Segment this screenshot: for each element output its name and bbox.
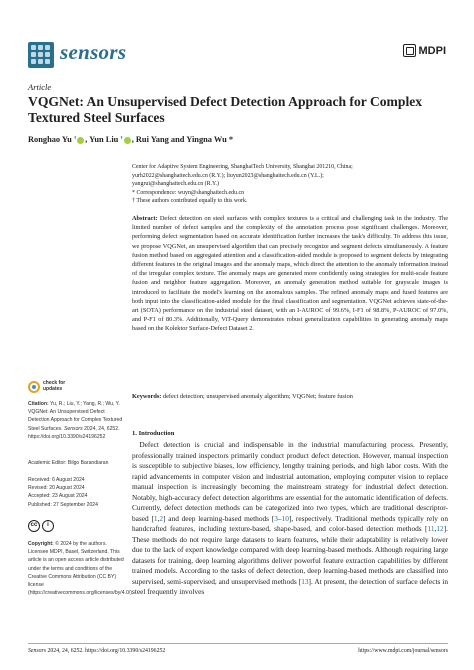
intro-text: ]. These methods do not require large datasets to learn features, while their adaptability is relatively lower due to the lack of expert knowledge compared with deep learning-based methods. Although requiring large datasets for training, deep learning algorithms deliver powerful feature extraction capabilities by different trained models. According to the tasks of defect detection, deep learning-based methods are classified into supervised, semi-supervised, and unsupervised methods [ xyxy=(132,524,448,586)
author-name: Rui Yang and Yingna Wu xyxy=(135,135,227,144)
mdpi-icon xyxy=(403,44,416,57)
publisher-name: MDPI xyxy=(418,44,446,57)
intro-text: , xyxy=(434,524,437,533)
author-list: Ronghao Yu † , Yun Liu † , Rui Yang and Yingna Wu * xyxy=(28,135,234,144)
cc-icon: cc xyxy=(28,520,40,532)
reference-link[interactable]: 13 xyxy=(301,576,309,586)
footer-citation xyxy=(28,648,165,654)
intro-text: ] and deep learning-based methods [ xyxy=(163,513,275,523)
abstract-text: Defect detection on steel surfaces with complex textures is a critical and challenging task in the industry. The limited number of defect samples and the complexity of the annotation process pose significant challenges. Moreover, performing defect segmentation based on accurate identification further increases the task's difficulty. To address this issue, we propose VQGNet, an unsupervised algorithm that can precisely recognize and segment defects simultaneously. A feature fusion method based on aggregated attention and a classification-aided module is proposed to segment defects by integrating different features in the original images and the anomaly maps, which direct the attention to the anomaly information instead of the irregular complex texture. The anomaly maps are generated more confidently using strategies for multi-scale feature fusion and neighbor feature aggregation. Moreover, an anomaly generation method suitable for grayscale images is introduced to facilitate the model's learning on the anomalous samples. The refined anomaly maps and fused features are both input into the classification-aided module for the final classification and segmentation. VQGNet achieves state-of-the-art (SOTA) performance on the industrial steel dataset, with an I-AUROC of 99.6%, I-F1 of 98.8%, P-AUROC of 97.0%, and P-F1 of 80.3%. Additionally, ViT-Query demonstrates robust generalization capabilities in generating anomaly maps based on the Kolektor Surface-Defect Dataset 2. xyxy=(132,215,448,333)
intro-text: Defect detection is crucial and indispensable in the industrial manufacturing process. Presently, professionally trained inspectors primarily conduct product defect detection. However, manual inspection is susceptible to subjective biases, low efficiency, lengthy training periods, and high labor costs. With the rapid advancements in computer vision and industrial automation, employing computer vision to replace manual inspection is increasingly becoming the mainstream strategy for industrial defect detection. Notably, high-accuracy defect detection algorithms are essential for the automatic identification of defects. Currently, defect detection methods can be categorized into two types, which are traditional descriptor-based [ xyxy=(132,440,448,523)
citation-journal: Sensors xyxy=(63,425,83,432)
intro-text: ], respectively. Traditional methods typically rely on handcrafted features, including texture-based, shape-based, and color-based detection methods [ xyxy=(132,513,448,533)
copyright-block xyxy=(28,540,134,597)
reference-link[interactable]: 10 xyxy=(281,513,289,523)
footer-divider xyxy=(28,643,448,644)
author-name: Yun Liu xyxy=(89,135,119,144)
reference-link[interactable]: 12 xyxy=(436,524,444,533)
dates-block xyxy=(28,476,124,509)
keywords xyxy=(132,392,448,401)
check-updates-line: updates xyxy=(43,386,63,392)
date-revised: Revised: 20 August 2024 xyxy=(28,485,85,492)
cc-license-badge[interactable] xyxy=(28,520,54,532)
intro-text: – xyxy=(277,513,282,523)
date-accepted: Accepted: 23 August 2024 xyxy=(28,493,88,500)
section-heading: 1. Introduction xyxy=(132,430,175,437)
reference-link[interactable]: 1 xyxy=(153,513,158,523)
copyright-text: © 2024 by the authors. Licensee MDPI, Basel, Switzerland. This article is an open access article distributed under the terms and conditions of the Creative Commons Attribution (CC BY) license (https://creativecommons.org/licenses/by/4.0/). xyxy=(28,541,134,597)
introduction-paragraph xyxy=(132,440,448,598)
citation-text: Yu, R.; Liu, Y.; Yang, R.; Wu, Y. VQGNet: An Unsupervised Defect Detection Approach for Complex Textured Steel Surfaces. xyxy=(28,401,123,432)
affiliation-line: yangrui@shanghaitech.edu.cn (R.Y.) xyxy=(132,181,219,188)
date-published: Published: 27 September 2024 xyxy=(28,501,98,508)
copyright-label: Copyright: xyxy=(28,541,54,547)
attribution-icon: i xyxy=(42,520,54,532)
orcid-icon[interactable] xyxy=(124,137,131,144)
date-received: Received: 6 August 2024 xyxy=(28,477,85,483)
correspondence xyxy=(132,189,448,198)
paper-title: VQGNet: An Unsupervised Defect Detection Approach for Complex Textured Steel Surfaces xyxy=(28,94,423,125)
author-name: Ronghao Yu xyxy=(28,135,72,144)
journal-logo-icon xyxy=(28,42,54,68)
citation-block xyxy=(28,400,124,441)
orcid-icon[interactable] xyxy=(77,137,84,144)
citation-label: Citation: xyxy=(28,401,49,407)
keywords-text: defect detection; unsupervised anomaly algorithm; VQGNet; feature fusion xyxy=(162,393,353,400)
check-updates-line: check for xyxy=(43,380,66,387)
affiliation-line: yurh2022@shanghaitech.edu.cn (R.Y.); liuyun2023@shanghaitech.edu.cn (Y.L.); xyxy=(132,172,324,179)
publisher-logo xyxy=(403,44,447,57)
check-updates-icon xyxy=(28,381,40,393)
intro-text: , xyxy=(157,513,160,523)
journal-name: sensors xyxy=(60,40,127,64)
correspondence-email: Correspondence: wuyn@shanghaitech.edu.cn xyxy=(136,189,245,196)
corr-mark: * xyxy=(132,189,135,196)
footer-journal: Sensors xyxy=(28,648,47,654)
equal-mark: † xyxy=(132,198,135,205)
affiliation-line: Center for Adaptive System Engineering, ShanghaiTech University, Shanghai 201210, China; xyxy=(132,164,353,170)
keywords-label: Keywords: xyxy=(132,393,162,400)
academic-editor: Academic Editor: Bilgo Barandiaran xyxy=(28,460,109,466)
author-sup: † xyxy=(73,135,77,140)
reference-link[interactable]: 2 xyxy=(159,513,164,523)
equal-contribution xyxy=(132,197,448,206)
citation-doi[interactable]: 2024, 24, 6252. https://doi.org/10.3390/s24196252 xyxy=(28,425,120,440)
footer-doi[interactable]: 2024, 24, 6252. https://doi.org/10.3390/s24196252 xyxy=(47,648,166,654)
footer-journal-link[interactable]: https://www.mdpi.com/journal/sensors xyxy=(358,648,448,654)
reference-link[interactable]: 3 xyxy=(274,513,278,523)
intro-text: ]. At present, the detection of surface defects in steel frequently involves xyxy=(132,576,448,596)
abstract-label: Abstract: xyxy=(132,215,158,222)
equal-contribution-text: These authors contributed equally to this work. xyxy=(136,198,248,205)
article-type: Article xyxy=(28,82,52,92)
author-sup: † xyxy=(120,135,123,140)
affiliations xyxy=(132,163,448,206)
abstract xyxy=(132,214,448,334)
check-for-updates-button[interactable] xyxy=(28,381,65,393)
reference-link[interactable]: 11 xyxy=(427,524,435,533)
author-sup: * xyxy=(228,135,234,144)
